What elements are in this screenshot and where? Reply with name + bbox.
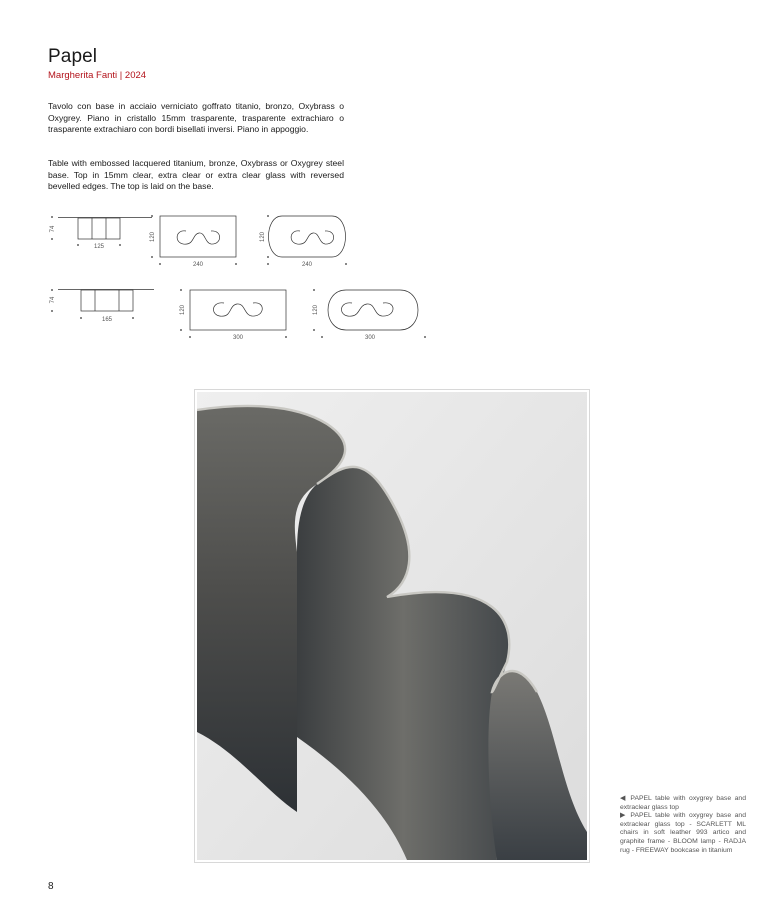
description-italian: Tavolo con base in acciaio verniciato goffrato titanio, bronzo, Oxybrass o Oxygrey. Piano in cristallo 15mm trasparente, trasparente extrachiaro o trasparente extrachiaro con bordi bisellati inversi. Piano in appoggio.	[48, 101, 344, 135]
top-view-oval-240	[269, 216, 346, 257]
side-view-240	[58, 218, 152, 240]
product-photo	[194, 389, 590, 863]
caption-line-2: ▶ PAPEL table with oxygrey base and extraclear glass top - SCARLETT ML chairs in soft leather 993 artico and graphite frame - BLOOM lamp - RADJA rug - FREEWAY bookcase in titanium	[620, 812, 746, 854]
photo-caption	[620, 795, 746, 855]
page-number: 8	[48, 881, 54, 892]
top-view-rect-240	[160, 216, 236, 257]
dim-rect-length-1: 240	[192, 262, 204, 268]
dim-oval-depth-2: 120	[313, 304, 319, 316]
dim-base-1: 125	[93, 244, 105, 250]
dim-oval-depth-1: 120	[260, 231, 266, 243]
dim-rect-depth-1: 120	[150, 231, 156, 243]
top-view-oval-300	[328, 290, 418, 330]
dim-rect-depth-2: 120	[180, 304, 186, 316]
dim-oval-length-1: 240	[301, 262, 313, 268]
caption-line-1: ◀ PAPEL table with oxygrey base and extraclear glass top	[620, 795, 746, 811]
top-view-rect-300	[190, 290, 286, 330]
product-title: Papel	[48, 46, 98, 67]
dim-oval-length-2: 300	[364, 335, 376, 341]
description-english: Table with embossed lacquered titanium, bronze, Oxybrass or Oxygrey steel base. Top in 15mm clear, extra clear or extra clear glass with reversed bevelled edges. The top is laid on the base.	[48, 158, 344, 192]
designer-year: Margherita Fanti | 2024	[48, 70, 147, 81]
dim-base-2: 165	[101, 317, 113, 323]
side-view-300	[58, 290, 154, 312]
dim-height-1: 74	[50, 225, 56, 233]
dim-rect-length-2: 300	[232, 335, 244, 341]
dim-height-2: 74	[50, 296, 56, 304]
